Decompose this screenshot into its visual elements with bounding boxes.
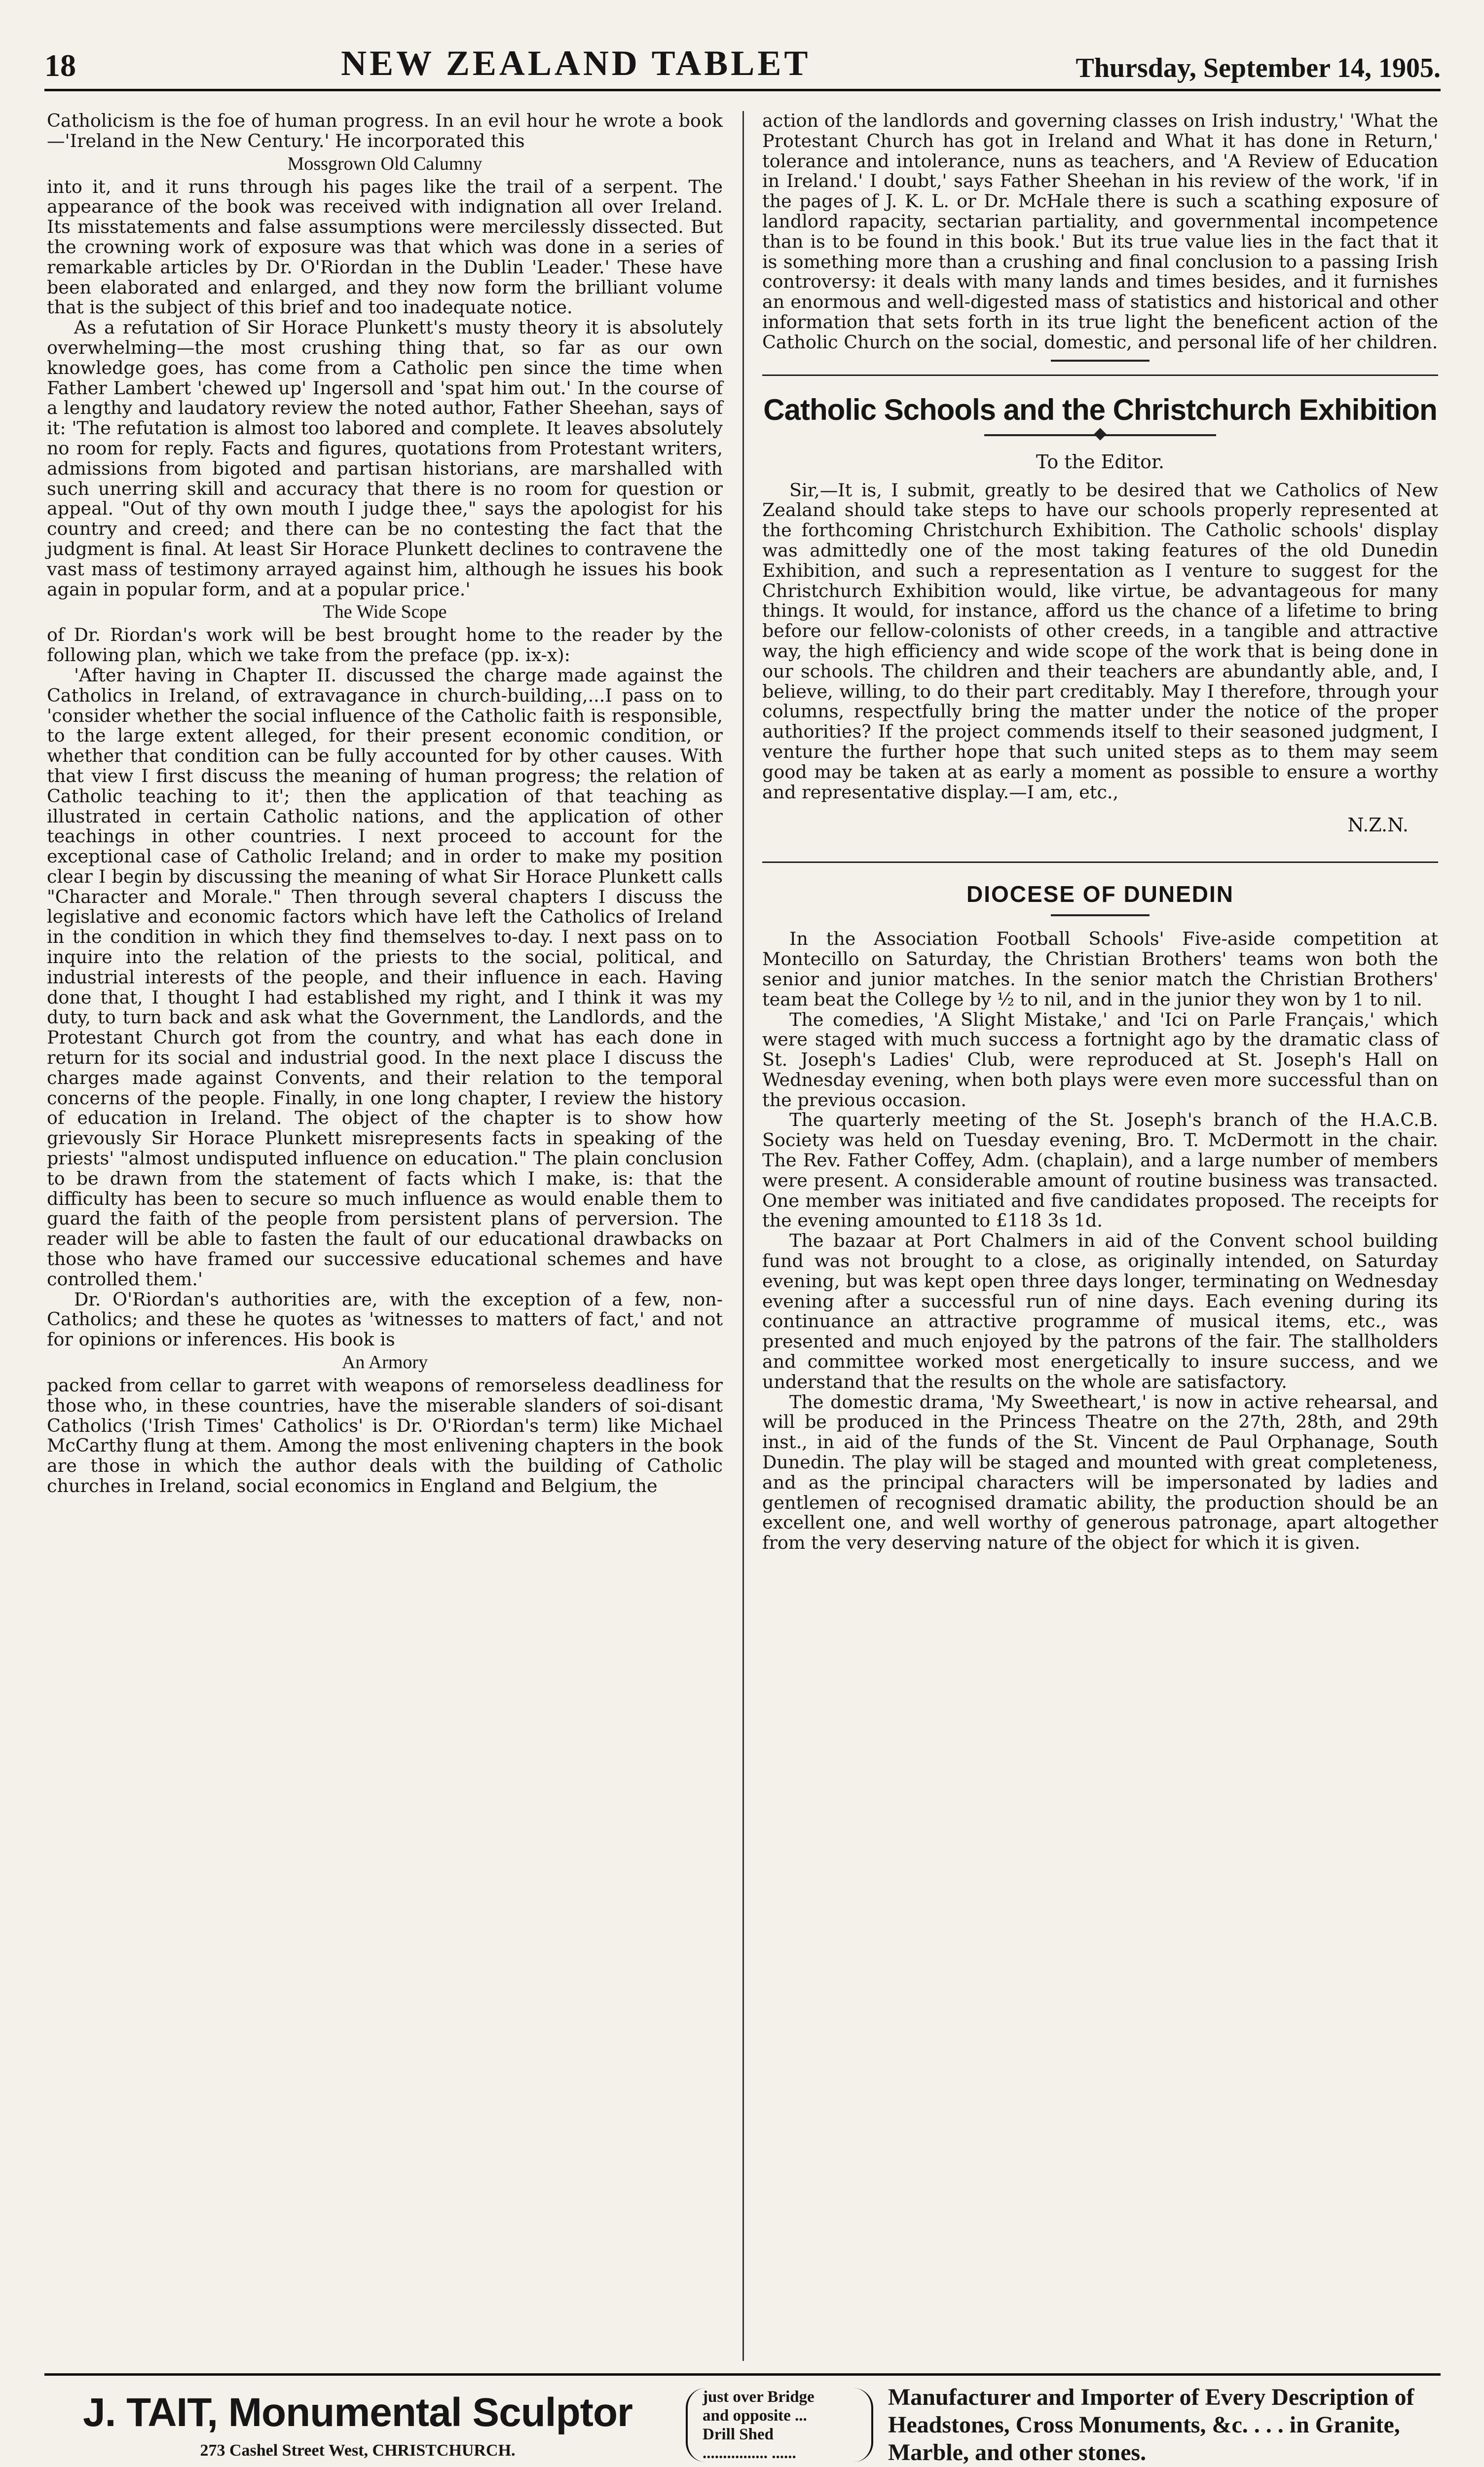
article-paragraph: packed from cellar to garret with weapons of remorseless deadliness for those who, in these countries, have the miserable slanders of soi-disant Catholics ('Irish Times' Catholics' is Dr. O'Riordan's term) like Michael McCarthy flung at them. Among the most enlivening chapters in the book are those in which the author deals with the building of Catholic churches in Ireland, social economics in England and Belgium, the	[47, 1375, 723, 1496]
section-divider	[1051, 360, 1150, 362]
diocese-headline: DIOCESE OF DUNEDIN	[966, 881, 1234, 907]
section-divider	[762, 861, 1438, 863]
article-subhead: An Armory	[341, 1352, 428, 1373]
ornament-divider	[984, 434, 1216, 436]
letter-body: Sir,—It is, I submit, greatly to be desired that we Catholics of New Zealand should take steps to have our schools properly represented at the forthcoming Christchurch Exhibition. The Catholic schools' display was admittedly one of the most taking features of the old Dunedin Exhibition, and such a representation as I venture to suggest for the Christchurch Exhibition would, like virtue, be advantageous for many things. It would, for instance, afford us the chance of a lifetime to bring before our fellow-colonists of other creeds, in a tangible and attractive way, the high efficiency and wide scope of the work that is being done in our schools. The children and their teachers are abundantly able, and, I believe, willing, to do their part creditably. May I therefore, through your columns, respectfully bring the matter under the notice of the proper authorities? If the project commends itself to their seasoned judgment, I venture the further hope that such united steps as to them may seem good may be taken at as early a moment as possible to ensure a worthy and representative display.—I am, etc.,	[762, 479, 1438, 803]
letter-headline: Catholic Schools and the Christchurch Exhibition	[763, 393, 1437, 426]
newspaper-title: NEW ZEALAND TABLET	[341, 43, 811, 83]
ad-business-name: J. TAIT, Monumental Sculptor	[83, 2390, 632, 2435]
article-quote: 'After having in Chapter II. discussed the charge made against the Catholics in Ireland, of extravagance in church-building,...I pass on to 'consider whether the social influence of the Catholic faith is responsible, to the large extent alleged, for their present economic condition, or whether that condition can be fully accounted for by other causes. With that view I first discuss the meaning of human progress; the relation of Catholic teaching to it'; then the application of that teaching as illustrated in certain Catholic nations, and the application of other teachings in other countries. I next proceed to account for the exceptional case of Catholic Ireland; and in order to make my position clear I begin by discussing the meaning of what Sir Horace Plunkett calls "Character and Morale." Then through several chapters I discuss the legislative and economic factors which have left the Catholics of Ireland in the condition in which they find themselves to-day. I next pass on to inquire into the relation of the priests to the social, political, and industrial interests of the people, and their influence in each. Having done that, I thought I had established my right, and I think it was my duty, to turn back and ask what the Government, the Landlords, and the Protestant Church got from the country, and what has each done in return for its social and industrial good. In the next place I discuss the charges made against Convents, and their relation to the temporal concerns of the people. Finally, in one long chapter, I review the history of education in Ireland. The object of the chapter is to show how grievously Sir Horace Plunkett misrepresents facts in speaking of the priests' "almost undisputed influence on education." The plain conclusion to be drawn from the statement of facts which I make, is: that the difficulty has been to secure so much influence as would enable them to guard the faith of the people from persistent plans of perversion. The reader will be able to fasten the fault of our educational drawbacks on those who have framed our successive educational schemes and have controlled them.'	[47, 664, 723, 1290]
diamond-ornament-icon	[1094, 428, 1106, 440]
article-paragraph: Catholicism is the foe of human progress. In an evil hour he wrote a book—'Ireland in the New Century.' He incorporated this	[47, 110, 723, 151]
article-subhead: Mossgrown Old Calumny	[287, 153, 482, 174]
article-paragraph: of Dr. Riordan's work will be best brought home to the reader by the following plan, which we take from the preface (pp. ix-x):	[47, 624, 723, 666]
ad-location-brace	[686, 2388, 873, 2462]
ad-location-line: and opposite ...	[703, 2407, 807, 2425]
article-paragraph: action of the landlords and governing classes on Irish industry,' 'What the Protestant Church has got in Ireland and What it has done in Return,' tolerance and intolerance, nuns as teachers, and 'A Review of Education in Ireland.' I doubt,' says Father Sheehan in his review of the work, 'if in the pages of J. K. L. or Dr. McHale there is such a scathing exposure of landlord rapacity, sectarian partiality, and governmental incompetence than is to be found in this book.' But its true value lies in the fact that it is something more than a crushing and final conclusion to a passing Irish controversy: it deals with many lands and times besides, and it furnishes an enormous and well-digested mass of statistics and historical and other information that sets forth in its true light the beneficent action of the Catholic Church on the social, domestic, and personal life of her children.	[762, 110, 1438, 353]
ad-location-line: just over Bridge	[703, 2388, 815, 2406]
letter-signature: N.Z.N.	[1347, 814, 1409, 836]
letter-salutation-line: To the Editor.	[1036, 450, 1165, 473]
masthead	[44, 30, 1441, 91]
ad-location-line: ................ ......	[703, 2444, 796, 2462]
section-divider	[762, 374, 1438, 376]
article-paragraph: Dr. O'Riordan's authorities are, with the exception of a few, non-Catholics; and these he quotes as 'witnesses to matters of fact,' and not for opinions or inferences. His book is	[47, 1288, 723, 1350]
column-divider	[742, 111, 744, 2361]
advertisement	[44, 2373, 1441, 2467]
article-paragraph: into it, and it runs through his pages like the trail of a serpent. The appearance of the book was received with indignation all over Ireland. Its misstatements and false assumptions were mercilessly dissected. But the crowning work of exposure was that which was done in a series of remarkable articles by Dr. O'Riordan in the Dublin 'Leader.' These have been elaborated and enlarged, and they now form the brilliant volume that is the subject of this brief and too inadequate notice.	[47, 176, 723, 318]
article-paragraph: As a refutation of Sir Horace Plunkett's musty theory it is absolutely overwhelming—the most crushing thing that, so far as our own knowledge goes, has come from a Catholic pen since the time when Father Lambert 'chewed up' Ingersoll and 'spat him out.' In the course of a lengthy and laudatory review the noted author, Father Sheehan, says of it: 'The refutation is almost too labored and complete. It leaves absolutely no room for reply. Facts and figures, quotations from Protestant writers, admissions from bigoted and partisan historians, are marshalled with such unerring skill and accuracy that there is no room for question or appeal. "Out of thy own mouth I judge thee," says the apologist for his country and creed; and there can be no contesting the fact that the judgment is final. At least Sir Horace Plunkett declines to contravene the vast mass of testimony arrayed against him, although he issues his book again in popular form, and at a popular price.'	[47, 317, 723, 600]
left-column	[47, 111, 723, 1496]
right-column	[762, 111, 1438, 1553]
news-paragraph: The domestic drama, 'My Sweetheart,' is now in active rehearsal, and will be produced in the Princess Theatre on the 27th, 28th, and 29th inst., in aid of the funds of the St. Vincent de Paul Orphanage, South Dunedin. The play will be staged and mounted with great completeness, and as the principal characters will be impersonated by ladies and gentlemen of recognised dramatic ability, the production should be an excellent one, and well worthy of generous patronage, apart altogether from the very deserving nature of the object for which it is given.	[762, 1391, 1438, 1554]
article-subhead: The Wide Scope	[323, 601, 447, 623]
news-paragraph: The comedies, 'A Slight Mistake,' and 'Ici on Parle Français,' which were staged with much success a fortnight ago by the dramatic class of St. Joseph's Ladies' Club, were reproduced at St. Joseph's Hall on Wednesday evening, when both plays were even more successful than on the previous occasion.	[762, 1009, 1438, 1111]
page-number: 18	[44, 48, 76, 83]
ad-address: 273 Cashel Street West, CHRISTCHURCH.	[200, 2441, 516, 2460]
ad-business	[44, 2390, 671, 2460]
section-divider	[1051, 914, 1150, 916]
ad-location-line: Drill Shed	[703, 2426, 774, 2443]
issue-date: Thursday, September 14, 1905.	[1076, 53, 1441, 83]
news-paragraph: The quarterly meeting of the St. Joseph's branch of the H.A.C.B. Society was held on Tuesday evening, Bro. T. McDermott in the chair. The Rev. Father Coffey, Adm. (chaplain), and a large number of members were present. A considerable amount of routine business was transacted. One member was initiated and five candidates proposed. The receipts for the evening amounted to £118 3s 1d.	[762, 1109, 1438, 1232]
ad-description: Manufacturer and Importer of Every Description of Headstones, Cross Monuments, &c. . . . in Granite, Marble, and other stones.	[888, 2384, 1414, 2466]
news-paragraph: The bazaar at Port Chalmers in aid of the Convent school building fund was not brought to a close, as originally intended, on Saturday evening, but was kept open three days longer, terminating on Wednesday evening after a successful run of nine days. Each evening during its continuance an attractive programme of musical items, etc., was presented and much enjoyed by the patrons of the fair. The stallholders and committee worked most energetically to insure success, and we understand that the results on the whole are satisfactory.	[762, 1230, 1438, 1392]
news-paragraph: In the Association Football Schools' Five-aside competition at Montecillo on Saturday, the Christian Brothers' teams won both the senior and junior matches. In the senior match the Christian Brothers' team beat the College by ½ to nil, and in the junior they won by 1 to nil.	[762, 928, 1438, 1010]
